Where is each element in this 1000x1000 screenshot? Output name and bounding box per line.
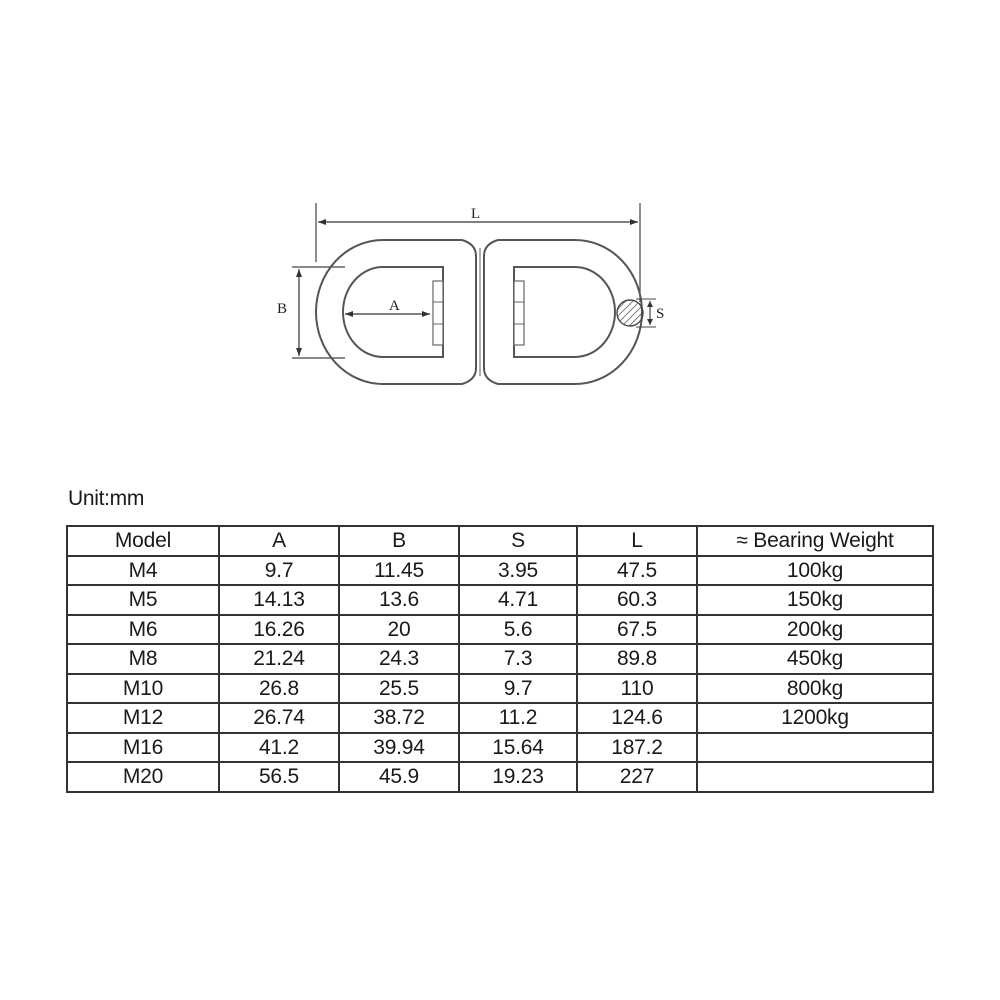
cell-bearing-weight: 200kg (697, 615, 933, 645)
cell-s: 3.95 (459, 556, 577, 586)
table-row (67, 585, 933, 615)
cell-a: 16.26 (219, 615, 339, 645)
cell-b: 39.94 (339, 733, 459, 763)
table-row (67, 615, 933, 645)
width-label: B (277, 301, 288, 317)
cell-l: 67.5 (577, 615, 697, 645)
cell-a: 26.8 (219, 674, 339, 704)
cell-s: 15.64 (459, 733, 577, 763)
cell-l: 227 (577, 762, 697, 792)
header-bearing-weight: ≈ Bearing Weight (697, 526, 933, 556)
cell-bearing-weight: 100kg (697, 556, 933, 586)
cell-b: 13.6 (339, 585, 459, 615)
cell-l: 89.8 (577, 644, 697, 674)
cell-bearing-weight (697, 733, 933, 763)
header-a: A (219, 526, 339, 556)
cell-a: 14.13 (219, 585, 339, 615)
width-dimension (277, 267, 345, 358)
header-model: Model (67, 526, 219, 556)
cell-bearing-weight: 450kg (697, 644, 933, 674)
cell-bearing-weight: 150kg (697, 585, 933, 615)
table-row (67, 674, 933, 704)
cell-model: M8 (67, 644, 219, 674)
cell-s: 19.23 (459, 762, 577, 792)
cell-model: M10 (67, 674, 219, 704)
cell-s: 9.7 (459, 674, 577, 704)
cell-a: 9.7 (219, 556, 339, 586)
cell-l: 187.2 (577, 733, 697, 763)
cell-b: 24.3 (339, 644, 459, 674)
cell-bearing-weight: 800kg (697, 674, 933, 704)
swivel-ring-diagram (0, 0, 1000, 460)
cell-a: 26.74 (219, 703, 339, 733)
cell-bearing-weight (697, 762, 933, 792)
cell-model: M12 (67, 703, 219, 733)
cell-l: 110 (577, 674, 697, 704)
cell-l: 124.6 (577, 703, 697, 733)
cell-b: 38.72 (339, 703, 459, 733)
cell-b: 20 (339, 615, 459, 645)
header-row (67, 526, 933, 556)
inner-label: A (389, 298, 400, 314)
table-row (67, 762, 933, 792)
section-label: S (656, 306, 665, 322)
length-dimension (316, 203, 640, 302)
cell-model: M5 (67, 585, 219, 615)
unit-label: Unit:mm (68, 487, 145, 510)
cell-model: M20 (67, 762, 219, 792)
cell-s: 5.6 (459, 615, 577, 645)
cell-b: 25.5 (339, 674, 459, 704)
cell-model: M4 (67, 556, 219, 586)
cell-model: M16 (67, 733, 219, 763)
cell-model: M6 (67, 615, 219, 645)
cell-a: 21.24 (219, 644, 339, 674)
table-row (67, 556, 933, 586)
spec-table (66, 525, 934, 793)
table-row (67, 644, 933, 674)
length-label: L (471, 206, 481, 222)
header-s: S (459, 526, 577, 556)
cell-b: 45.9 (339, 762, 459, 792)
inner-dimension (345, 298, 430, 317)
table-row (67, 733, 933, 763)
cell-l: 60.3 (577, 585, 697, 615)
header-b: B (339, 526, 459, 556)
cell-a: 56.5 (219, 762, 339, 792)
table-row (67, 703, 933, 733)
cell-s: 7.3 (459, 644, 577, 674)
cell-s: 11.2 (459, 703, 577, 733)
cell-l: 47.5 (577, 556, 697, 586)
cell-a: 41.2 (219, 733, 339, 763)
cell-s: 4.71 (459, 585, 577, 615)
cell-bearing-weight: 1200kg (697, 703, 933, 733)
cell-b: 11.45 (339, 556, 459, 586)
header-l: L (577, 526, 697, 556)
